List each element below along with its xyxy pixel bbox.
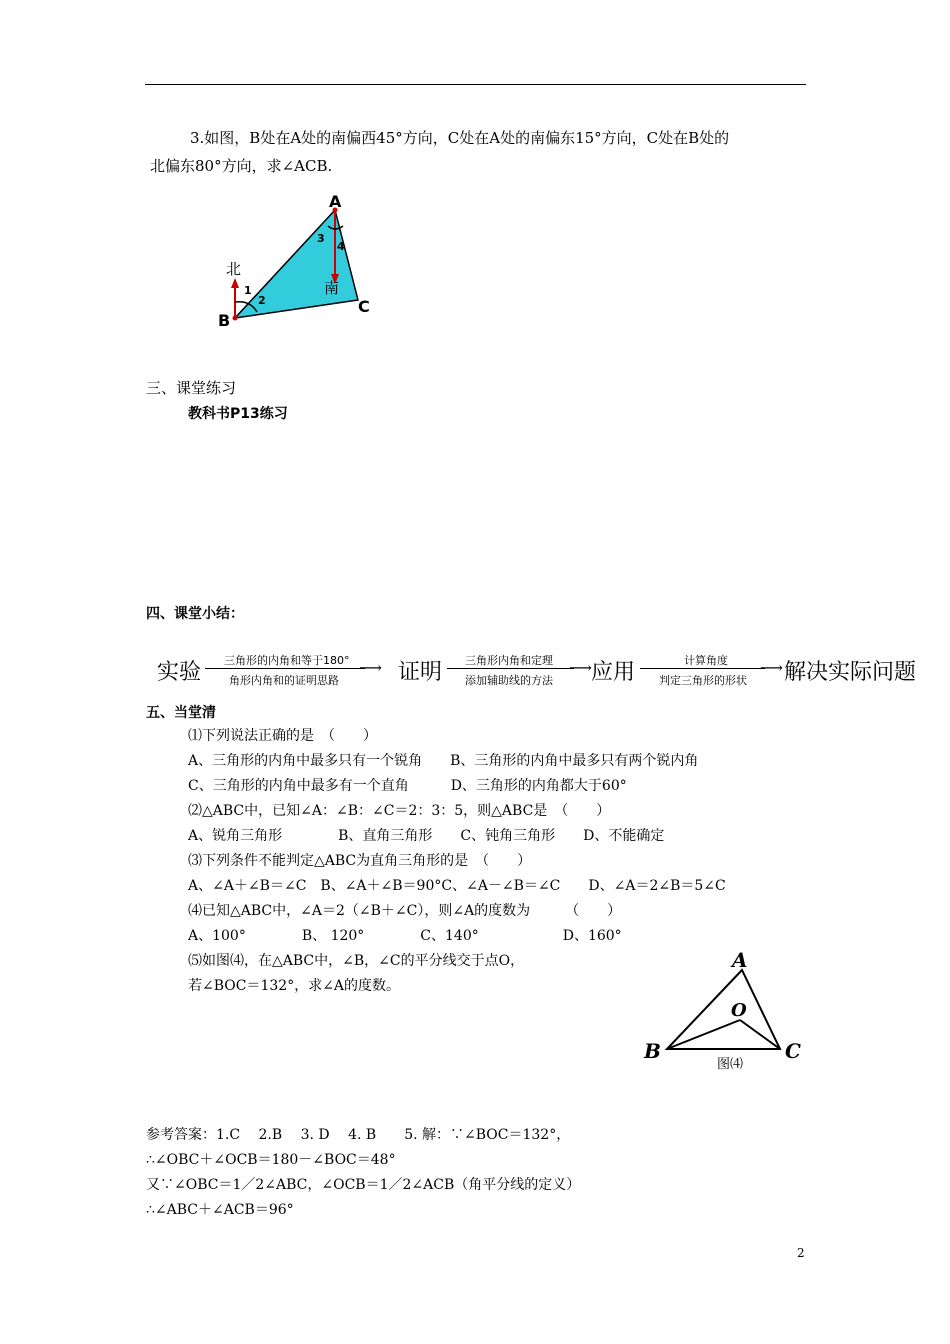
q5-line2: 若∠BOC＝132°，求∠A的度数。 [188,978,401,994]
problem3-line2: 北偏东80°方向，求∠ACB. [150,157,333,175]
label-c: C [358,297,370,316]
triangle-abc [235,210,358,318]
q3: ⑶下列条件不能判定△ABC为直角三角形的是 （ ） [188,853,532,869]
header-rule [145,84,806,85]
bisector-bo [667,1020,740,1049]
fig4-label-a: A [732,948,748,972]
angle-label-1: 1 [244,284,252,297]
q4: ⑷已知△ABC中，∠A＝2（∠B＋∠C），则∠A的度数为 （ ） [188,903,622,919]
flow-arrow2-line [447,668,574,669]
page-number: 2 [797,1246,805,1260]
section5-heading: 五、当堂清 [146,705,216,721]
flow-step-2: 证明 [398,660,443,685]
q2: ⑵△ABC中，已知∠A：∠B：∠C＝2：3：5，则△ABC是 （ ） [188,803,611,819]
point-b [233,316,238,321]
fig4-label-c: C [785,1039,801,1063]
angle-label-2: 2 [258,294,266,307]
angle-label-4: 4 [337,240,345,253]
flow-arrow3-line [640,668,765,669]
section3-item: 教科书P13练习 [188,406,288,422]
fig4-label-b: B [644,1039,661,1063]
north-arrow-icon [231,278,239,288]
flow-arrow2-top: 三角形内角和定理 [465,654,553,667]
q3-options: A、∠A＋∠B＝∠C B、∠A＋∠B＝90°C、∠A－∠B＝∠C D、∠A＝2∠B＝5∠C [188,878,726,894]
q1-options-ab: A、三角形的内角中最多只有一个锐角 B、三角形的内角中最多只有两个锐内角 [188,753,699,769]
section3-heading: 三、课堂练习 [146,379,237,397]
answers-line2: ∴∠OBC＋∠OCB＝180－∠BOC＝48° [146,1152,396,1168]
flow-arrow1-top: 三角形的内角和等于180° [224,654,350,667]
q4-options: A、100° B、 120° C、140° D、160° [188,928,622,944]
q5-line1: ⑸如图⑷，在△ABC中，∠B，∠C的平分线交于点O， [188,953,525,969]
flow-arrow3-head-icon: ⟶ [760,658,783,677]
q1-options-cd: C、三角形的内角中最多有一个直角 D、三角形的内角都大于60° [188,778,627,794]
flow-arrow2-bottom: 添加辅助线的方法 [465,674,553,687]
section4-heading: 四、课堂小结： [146,606,244,622]
flow-step-1: 实验 [157,660,202,685]
q1: ⑴下列说法正确的是 （ ） [188,728,377,744]
flow-arrow2-head-icon: ⟶ [569,658,592,677]
label-b: B [218,311,231,330]
flow-arrow1-line [205,668,365,669]
answers-line4: ∴∠ABC＋∠ACB＝96° [146,1202,294,1218]
label-a: A [329,192,342,211]
flow-arrow3-bottom: 判定三角形的形状 [659,674,747,687]
label-south: 南 [324,279,340,297]
problem3-line1: 3.如图，B处在A处的南偏西45°方向，C处在A处的南偏东15°方向，C处在B处的 [190,129,730,147]
problem3-figure [210,190,410,340]
flow-arrow1-bottom: 角形内角和的证明思路 [229,674,339,687]
answers-line3: 又∵∠OBC＝1／2∠ABC，∠OCB＝1／2∠ACB（角平分线的定义） [146,1177,581,1193]
flow-arrow3-top: 计算角度 [684,654,728,667]
fig4-label-o: O [731,1000,747,1021]
figure4 [640,950,810,1075]
angle-label-3: 3 [317,232,325,245]
flow-arrow1-head-icon: ⟶ [359,658,382,677]
answers-line1: 参考答案：1.C 2.B 3. D 4. B 5. 解：∵∠BOC＝132°， [146,1127,571,1143]
q2-options: A、锐角三角形 B、直角三角形 C、钝角三角形 D、不能确定 [188,828,665,844]
label-north: 北 [226,260,242,278]
fig4-caption: 图⑷ [717,1057,744,1072]
flow-step-3: 应用 [591,660,636,685]
flow-step-4: 解决实际问题 [784,660,917,685]
